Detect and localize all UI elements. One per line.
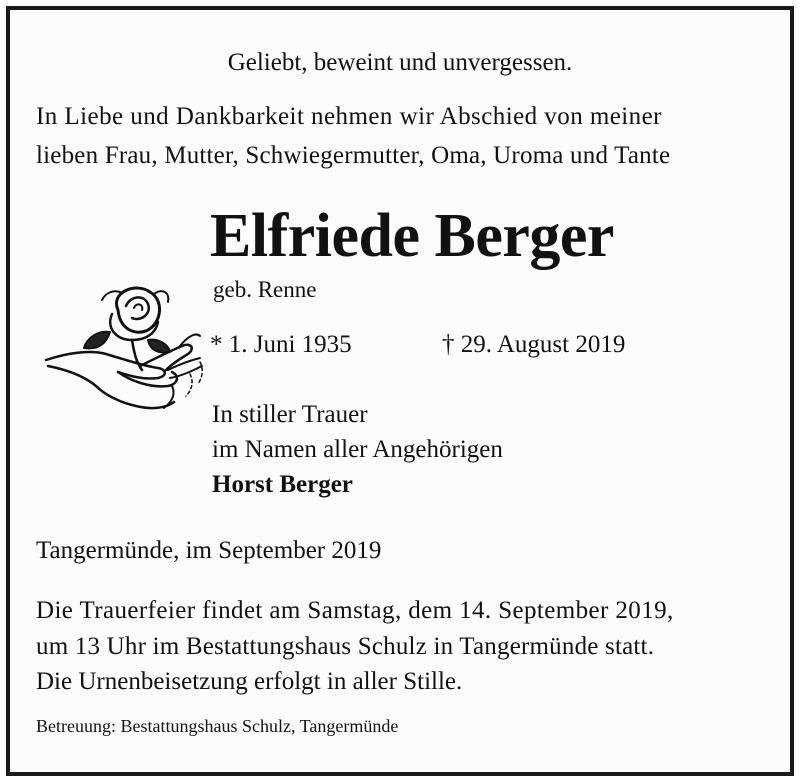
service-line-2: um 13 Uhr im Bestattungshaus Schulz in Tangermünde statt.: [36, 633, 655, 660]
mourning-line-2: im Namen aller Angehörigen: [212, 436, 503, 463]
mourning-line-1: In stiller Trauer: [212, 401, 368, 428]
place-date: Tangermünde, im September 2019: [36, 537, 382, 564]
service-line-1: Die Trauerfeier findet am Samstag, dem 14. September 2019,: [36, 597, 674, 624]
care-note: Betreuung: Bestattungshaus Schulz, Tangermünde: [36, 716, 399, 736]
signer-name: Horst Berger: [212, 471, 353, 498]
obituary-notice: [6, 6, 794, 776]
deceased-name: Elfriede Berger: [210, 202, 614, 270]
intro-line-1: In Liebe und Dankbarkeit nehmen wir Abschied von meiner: [36, 103, 662, 130]
maiden-name: geb. Renne: [213, 277, 317, 302]
death-date: † 29. August 2019: [442, 331, 626, 358]
intro-line-2: lieben Frau, Mutter, Schwiegermutter, Oma, Uroma und Tante: [36, 142, 671, 169]
birth-date: * 1. Juni 1935: [210, 331, 352, 358]
rose-in-hands-icon: [40, 270, 210, 420]
motto: Geliebt, beweint und unvergessen.: [227, 49, 573, 76]
service-line-3: Die Urnenbeisetzung erfolgt in aller Stille.: [36, 668, 463, 695]
